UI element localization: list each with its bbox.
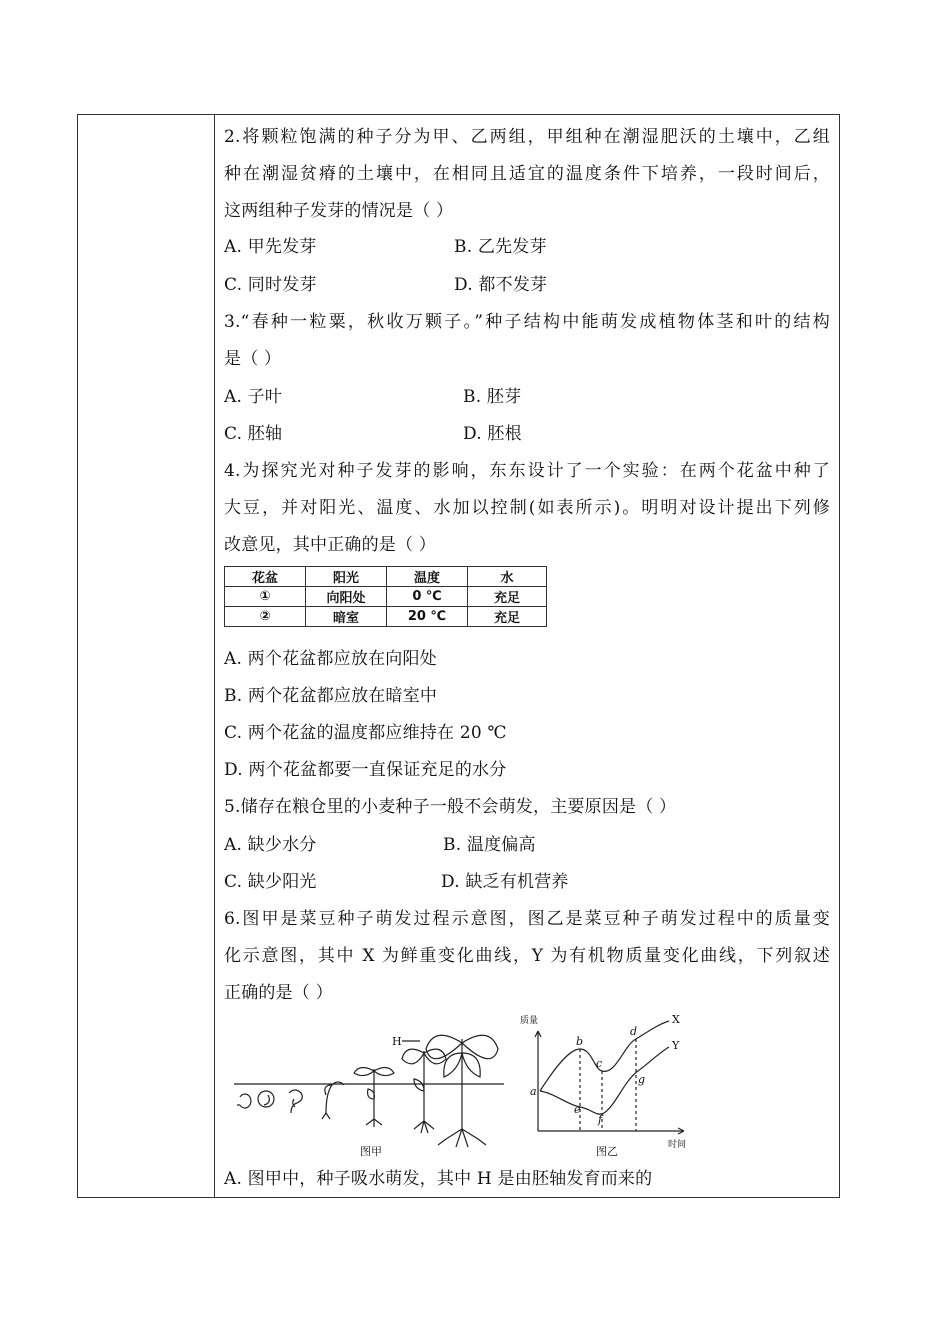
q3-line-1: 3.“春种一粒粟，秋收万颗子。”种子结构中能萌发成植物体茎和叶的结构 bbox=[224, 312, 830, 332]
figure-jia bbox=[234, 1035, 504, 1147]
caption-yi: 图乙 bbox=[596, 1145, 618, 1158]
q6-line-1: 6.图甲是菜豆种子萌发过程示意图，图乙是菜豆种子萌发过程中的质量变 bbox=[224, 909, 830, 929]
point-e: e bbox=[574, 1103, 581, 1116]
q3-option-b[interactable]: B. 胚芽 bbox=[463, 387, 522, 407]
table-header-cell: 温度 bbox=[387, 567, 468, 587]
q6-option-a[interactable]: A. 图甲中，种子吸水萌发，其中 H 是由胚轴发育而来的 bbox=[224, 1169, 653, 1189]
table-cell: 向阳处 bbox=[306, 587, 387, 607]
q4-line-2: 大豆，并对阳光、温度、水加以控制(如表所示)。明明对设计提出下列修 bbox=[224, 498, 830, 518]
figure-yi bbox=[535, 1021, 684, 1134]
seed-stage-1 bbox=[237, 1094, 251, 1108]
point-c: c bbox=[596, 1057, 603, 1070]
q5-option-b[interactable]: B. 温度偏高 bbox=[443, 835, 536, 855]
plant-stage-7 bbox=[426, 1035, 498, 1147]
label-h: H bbox=[392, 1035, 402, 1048]
q4-option-a[interactable]: A. 两个花盆都应放在向阳处 bbox=[224, 649, 437, 669]
q3-option-c[interactable]: C. 胚轴 bbox=[224, 424, 283, 444]
point-g: g bbox=[638, 1073, 646, 1086]
q3-option-a[interactable]: A. 子叶 bbox=[224, 387, 283, 407]
germination-figure bbox=[224, 1009, 834, 1159]
table-header-cell: 水 bbox=[468, 567, 547, 587]
table-cell: 0 ℃ bbox=[387, 587, 468, 607]
q2-option-c[interactable]: C. 同时发芽 bbox=[224, 275, 317, 295]
point-a: a bbox=[530, 1085, 537, 1098]
seed-stage-2 bbox=[258, 1091, 274, 1107]
x-axis-label: 时间 bbox=[668, 1140, 687, 1150]
seedling-stage-4 bbox=[322, 1082, 344, 1119]
q5-line-1: 5.储存在粮仓里的小麦种子一般不会萌发，主要原因是（ ） bbox=[224, 797, 677, 817]
curve-y-line bbox=[540, 1047, 669, 1114]
left-column bbox=[78, 115, 215, 1197]
q5-option-d[interactable]: D. 缺乏有机营养 bbox=[441, 872, 569, 892]
q6-line-3: 正确的是（ ） bbox=[224, 983, 333, 1003]
q4-line-1: 4.为探究光对种子发芽的影响，东东设计了一个实验：在两个花盆中种了 bbox=[224, 461, 830, 481]
table-header-cell: 花盆 bbox=[225, 567, 306, 587]
curve-x-line bbox=[540, 1021, 669, 1091]
question-table-frame bbox=[77, 114, 840, 1198]
q6-line-2: 化示意图，其中 X 为鲜重变化曲线，Y 为有机物质量变化曲线，下列叙述 bbox=[224, 946, 830, 966]
q2-option-b[interactable]: B. 乙先发芽 bbox=[454, 237, 547, 257]
q2-option-d[interactable]: D. 都不发芽 bbox=[454, 275, 548, 295]
seedling-stage-6 bbox=[402, 1041, 446, 1133]
point-f: f bbox=[598, 1113, 603, 1126]
q4-option-c[interactable]: C. 两个花盆的温度都应维持在 20 ℃ bbox=[224, 723, 507, 743]
q3-option-d[interactable]: D. 胚根 bbox=[463, 424, 522, 444]
curve-x-label: X bbox=[672, 1013, 680, 1026]
table-cell: 充足 bbox=[468, 607, 547, 627]
q4-option-b[interactable]: B. 两个花盆都应放在暗室中 bbox=[224, 686, 438, 706]
q2-option-a[interactable]: A. 甲先发芽 bbox=[224, 237, 317, 257]
table-cell: 20 ℃ bbox=[387, 607, 468, 627]
curve-y-label: Y bbox=[672, 1039, 680, 1052]
point-b: b bbox=[576, 1035, 584, 1048]
q5-option-c[interactable]: C. 缺少阳光 bbox=[224, 872, 317, 892]
table-cell: 暗室 bbox=[306, 607, 387, 627]
caption-jia: 图甲 bbox=[360, 1145, 382, 1158]
q4-option-d[interactable]: D. 两个花盆都要一直保证充足的水分 bbox=[224, 760, 507, 780]
q5-option-a[interactable]: A. 缺少水分 bbox=[224, 835, 317, 855]
seed-stage-3 bbox=[289, 1090, 302, 1113]
table-cell: ① bbox=[225, 587, 306, 607]
q2-line-3: 这两组种子发芽的情况是（ ） bbox=[224, 201, 454, 221]
q4-line-3: 改意见，其中正确的是（ ） bbox=[224, 535, 437, 555]
table-cell: ② bbox=[225, 607, 306, 627]
table-header-row bbox=[225, 567, 547, 587]
table-cell: 充足 bbox=[468, 587, 547, 607]
y-axis-label: 质量 bbox=[520, 1016, 539, 1026]
q2-line-2: 种在潮湿贫瘠的土壤中，在相同且适宜的温度条件下培养，一段时间后， bbox=[224, 164, 830, 184]
table-row bbox=[225, 587, 547, 607]
seedling-stage-5 bbox=[354, 1067, 394, 1127]
table-row bbox=[225, 607, 547, 627]
point-d: d bbox=[630, 1025, 638, 1038]
q2-line-1: 2.将颗粒饱满的种子分为甲、乙两组，甲组种在潮湿肥沃的土壤中，乙组 bbox=[224, 127, 830, 147]
experiment-table bbox=[224, 566, 547, 627]
table-header-cell: 阳光 bbox=[306, 567, 387, 587]
q3-line-2: 是（ ） bbox=[224, 349, 282, 369]
